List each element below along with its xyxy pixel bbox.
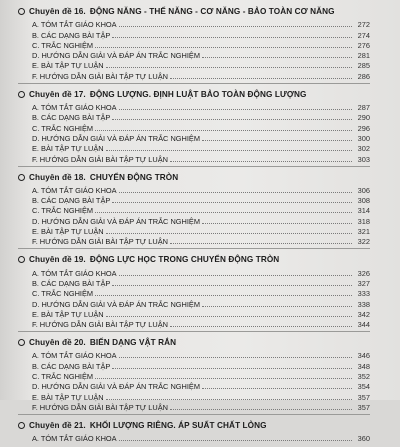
toc-entry [32,185,370,195]
dotted-leader [106,66,352,68]
toc-entry [32,267,370,277]
page-number: 300 [357,133,370,143]
dotted-leader [202,56,352,58]
page-number: 344 [357,320,370,330]
circle-bullet-icon [18,91,25,98]
entry-text: A. TÓM TẮT GIÁO KHOA [32,268,117,278]
section-title: KHỐI LƯỢNG RIÊNG. ÁP SUẤT CHẤT LỎNG [89,420,267,430]
circle-bullet-icon [18,339,25,346]
page-number: 286 [357,71,370,81]
entry-text: B. CÁC DẠNG BÀI TẬP [32,361,111,371]
dotted-leader [112,201,352,203]
circle-bullet-icon [18,256,25,263]
toc-section [18,253,370,332]
section-divider [18,83,370,84]
circle-bullet-icon [18,422,25,429]
toc-entry [32,381,370,391]
page-number: 287 [357,103,370,113]
circle-bullet-icon [18,174,25,181]
section-title: ĐỘNG LƯỢNG. ĐỊNH LUẬT BẢO TOÀN ĐỘNG LƯỢNG [89,89,307,99]
dotted-leader [106,398,352,400]
dotted-leader [202,222,352,224]
dotted-leader [202,305,352,307]
section-label: Chuyên đề 19. [29,255,86,265]
dotted-leader [170,325,352,327]
page-number: 276 [357,40,370,50]
section-title: CHUYỂN ĐỘNG TRÒN [89,172,179,182]
entry-text: E. BÀI TẬP TỰ LUẬN [32,61,104,71]
section-heading [18,253,370,266]
dotted-leader [112,284,352,286]
section-title: ĐỘNG LỰC HỌC TRONG CHUYỂN ĐỘNG TRÒN [89,255,280,265]
dotted-leader [112,367,352,369]
toc-entry [32,143,370,153]
dotted-leader [95,211,352,213]
dotted-leader [119,439,352,441]
section-heading [18,171,370,184]
toc-entry [32,102,370,112]
page-number: 303 [357,154,370,164]
toc-entry [32,236,370,246]
entry-text: B. CÁC DẠNG BÀI TẬP [32,196,111,206]
page-number: 306 [357,185,370,195]
page-number: 342 [357,309,370,319]
page-number: 360 [357,434,370,444]
dotted-leader [202,387,352,389]
page-number: 348 [357,361,370,371]
page-number: 318 [357,216,370,226]
page-number: 321 [357,227,370,237]
entry-text: A. TÓM TẮT GIÁO KHOA [32,434,117,444]
toc-entry [32,433,370,443]
entry-text: A. TÓM TẮT GIÁO KHOA [32,351,117,361]
page-number: 354 [357,382,370,392]
section-heading [18,336,370,349]
page-number: 281 [357,51,370,61]
toc-entry [32,122,370,132]
section-label: Chuyên đề 18. [29,172,86,182]
entry-text: A. TÓM TẮT GIÁO KHOA [32,103,117,113]
section-heading [18,88,370,101]
toc-entry [32,278,370,288]
page-number: 290 [357,113,370,123]
page-number: 338 [357,299,370,309]
toc-entry [32,215,370,225]
section-heading [18,5,370,18]
dotted-leader [119,191,352,193]
page-number: 314 [357,206,370,216]
toc-entry [32,40,370,50]
section-title: ĐỘNG NĂNG - THẾ NĂNG - CƠ NĂNG - BẢO TOÀN CƠ NĂNG [89,7,335,16]
toc-entry [32,402,370,412]
toc-entry [32,195,370,205]
section-divider [18,331,370,332]
toc-entry [32,205,370,215]
entry-text: C. TRẮC NGHIỆM [32,289,94,299]
section-label: Chuyên đề 17. [29,89,86,99]
entry-text: E. BÀI TẬP TỰ LUẬN [32,227,104,237]
page-number: 296 [357,123,370,133]
page-number: 302 [357,144,370,154]
entry-text: C. TRẮC NGHIỆM [32,123,94,133]
toc-entry [32,226,370,236]
dotted-leader [170,160,352,162]
dotted-leader [95,46,352,48]
page-number: 326 [357,268,370,278]
toc-entry [32,298,370,308]
toc-section [18,336,370,415]
entry-text: F. HƯỚNG DẪN GIẢI BÀI TẬP TỰ LUẬN [32,154,169,164]
dotted-leader [106,149,352,151]
entry-text: C. TRẮC NGHIỆM [32,206,94,216]
dotted-leader [119,274,352,276]
dotted-leader [202,139,352,141]
page-number: 333 [357,289,370,299]
section-divider [18,248,370,249]
toc-entry [32,350,370,360]
entry-text: C. TRẮC NGHIỆM [32,372,94,382]
toc-entry [32,153,370,163]
dotted-leader [95,377,352,379]
table-of-contents [18,5,370,447]
entry-text: E. BÀI TẬP TỰ LUẬN [32,144,104,154]
toc-entry [32,391,370,401]
dotted-leader [119,356,352,358]
entry-text: D. HƯỚNG DẪN GIẢI VÀ ĐÁP ÁN TRẮC NGHIỆM [32,216,201,226]
toc-entry [32,319,370,329]
page-number: 346 [357,351,370,361]
toc-entry [32,371,370,381]
section-label: Chuyên đề 21. [29,420,86,430]
toc-entry [32,288,370,298]
entry-text: D. HƯỚNG DẪN GIẢI VÀ ĐÁP ÁN TRẮC NGHIỆM [32,382,201,392]
dotted-leader [95,129,352,131]
entry-text: A. TÓM TẮT GIÁO KHOA [32,20,117,30]
page-number: 352 [357,372,370,382]
entry-text: E. BÀI TẬP TỰ LUẬN [32,309,104,319]
toc-section [18,171,370,250]
page-number: 272 [357,20,370,30]
entry-text: F. HƯỚNG DẪN GIẢI BÀI TẬP TỰ LUẬN [32,320,169,330]
toc-entry [32,133,370,143]
entry-text: F. HƯỚNG DẪN GIẢI BÀI TẬP TỰ LUẬN [32,237,169,247]
toc-entry [32,60,370,70]
entry-text: E. BÀI TẬP TỰ LUẬN [32,392,104,402]
dotted-leader [119,25,352,27]
entry-text: B. CÁC DẠNG BÀI TẬP [32,113,111,123]
entry-text: D. HƯỚNG DẪN GIẢI VÀ ĐÁP ÁN TRẮC NGHIỆM [32,51,201,61]
toc-entry [32,309,370,319]
toc-section [18,88,370,167]
entry-text: F. HƯỚNG DẪN GIẢI BÀI TẬP TỰ LUẬN [32,71,169,81]
toc-entry [32,50,370,60]
dotted-leader [170,77,352,79]
entry-text: C. TRẮC NGHIỆM [32,40,94,50]
entry-text: F. HƯỚNG DẪN GIẢI BÀI TẬP TỰ LUẬN [32,402,169,412]
section-label: Chuyên đề 20. [29,338,86,348]
section-divider [18,166,370,167]
toc-entry [32,112,370,122]
page-number: 274 [357,30,370,40]
page-number: 308 [357,196,370,206]
entry-text: A. TÓM TẮT GIÁO KHOA [32,185,117,195]
page-number: 285 [357,61,370,71]
page-number: 322 [357,237,370,247]
dotted-leader [170,242,352,244]
dotted-leader [112,36,352,38]
entry-text: B. CÁC DẠNG BÀI TẬP [32,278,111,288]
page-number: 357 [357,402,370,412]
toc-section [18,5,370,84]
section-heading [18,419,370,432]
toc-entry [32,70,370,80]
entry-text: D. HƯỚNG DẪN GIẢI VÀ ĐÁP ÁN TRẮC NGHIỆM [32,133,201,143]
toc-entry [32,360,370,370]
dotted-leader [106,232,352,234]
dotted-leader [112,118,352,120]
toc-entry [32,29,370,39]
dotted-leader [106,315,352,317]
dotted-leader [170,408,352,410]
dotted-leader [95,294,352,296]
entry-text: B. CÁC DẠNG BÀI TẬP [32,30,111,40]
section-divider [18,414,370,415]
circle-bullet-icon [18,8,25,15]
dotted-leader [119,108,352,110]
toc-section [18,419,370,443]
entry-text: D. HƯỚNG DẪN GIẢI VÀ ĐÁP ÁN TRẮC NGHIỆM [32,299,201,309]
page-number: 327 [357,278,370,288]
section-label: Chuyên đề 16. [29,7,86,16]
page-number: 357 [357,392,370,402]
toc-entry [32,19,370,29]
section-title: BIẾN DẠNG VẬT RẮN [89,338,177,348]
